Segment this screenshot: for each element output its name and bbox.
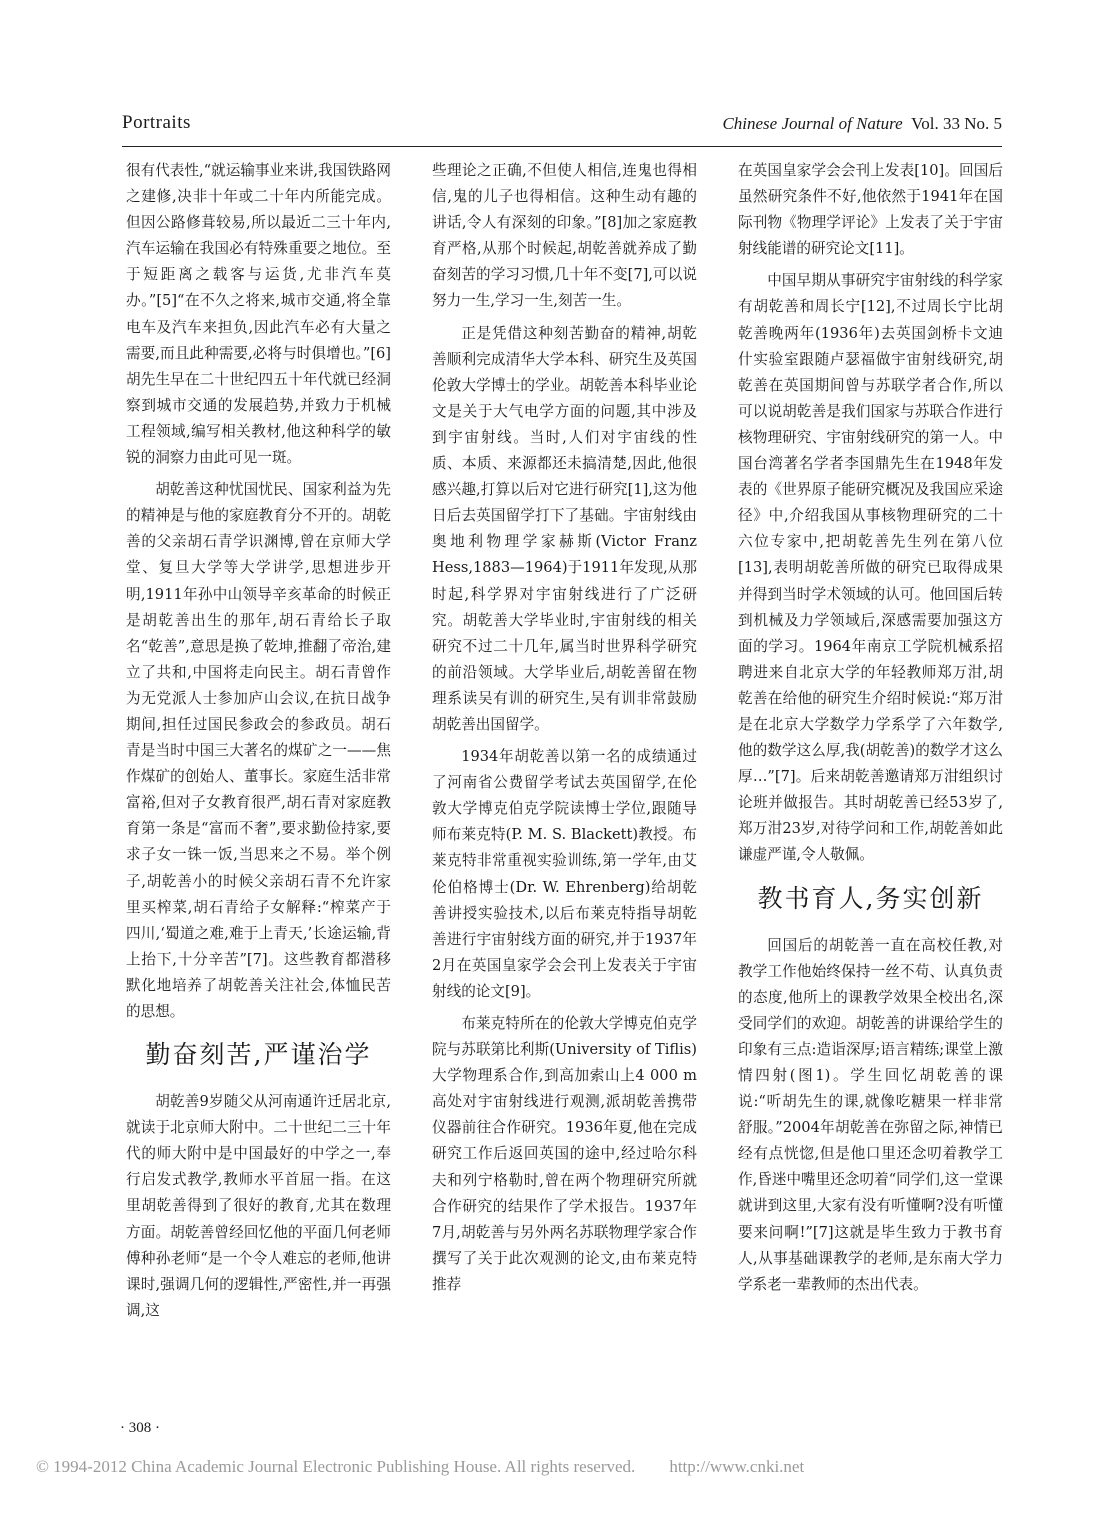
paragraph: 些理论之正确,不但使人相信,连鬼也得相信,鬼的儿子也得相信。这种生动有趣的讲话,令人有深刻的印象。”[8]加之家庭教育严格,从那个时候起,胡乾善就养成了勤奋刻苦的学习习惯,几十年不变[7],可以说努力一生,学习一生,刻苦一生。	[432, 162, 697, 310]
page-number: · 308 ·	[120, 1420, 160, 1436]
copyright-text: © 1994-2012 China Academic Journal Electronic Publishing House. All rights reserved.	[36, 1457, 636, 1476]
journal-info	[722, 114, 1002, 134]
section-label: Portraits	[122, 112, 191, 133]
paragraph: 中国早期从事研究宇宙射线的科学家有胡乾善和周长宁[12],不过周长宁比胡乾善晚两年(1936年)去英国剑桥卡文迪什实验室跟随卢瑟福做宇宙射线研究,胡乾善在英国期间曾与苏联学者合作,所以可以说胡乾善是我们国家与苏联合作进行核物理研究、宇宙射线研究的第一人。中国台湾著名学者李国鼎先生在1948年发表的《世界原子能研究概况及我国应采途径》中,介绍我国从事核物理研究的二十六位专家中,把胡乾善先生列在第八位[13],表明胡乾善所做的研究已取得成果并得到当时学术领域的认可。他回国后转到机械及力学领域后,深感需要加强这方面的学习。1964年南京工学院机械系招聘进来自北京大学的年轻教师郑万泔,胡乾善在给他的研究生介绍时候说:“郑万泔是在北京大学数学力学系学了六年数学,他的数学这么厚,我(胡乾善)的数学才这么厚…”[7]。后来胡乾善邀请郑万泔组织讨论班并做报告。其时胡乾善已经53岁了,郑万泔23岁,对待学问和工作,胡乾善如此谦虚严谨,令人敬佩。	[738, 272, 1003, 864]
paragraph: 回国后的胡乾善一直在高校任教,对教学工作他始终保持一丝不苟、认真负责的态度,他所上的课教学效果全校出名,深受同学们的欢迎。胡乾善的讲课给学生的印象有三点:造诣深厚;语言精练;课堂上激情四射(图1)。学生回忆胡乾善的课说:“听胡先生的课,就像吃糖果一样非常舒服。”2004年胡乾善在弥留之际,神情已经有点恍惚,但是他口里还念叨着教学工作,昏迷中嘴里还念叨着“同学们,这一堂课就讲到这里,大家有没有听懂啊?没有听懂要来问啊!”[7]这就是毕生致力于教书育人,从事基础课教学的老师,是东南大学力学系老一辈教师的杰出代表。	[738, 936, 1003, 1293]
paragraph: 胡乾善9岁随父从河南通许迁居北京,就读于北京师大附中。二十世纪二三十年代的师大附中是中国最好的中学之一,奉行启发式教学,教师水平首屈一指。在这里胡乾善得到了很好的教育,尤其在数理方面。胡乾善曾经回忆他的平面几何老师傅种孙老师“是一个令人难忘的老师,他讲课时,强调几何的逻辑性,严密性,并一再强调,这	[126, 1093, 391, 1319]
paragraph: 胡乾善这种忧国忧民、国家利益为先的精神是与他的家庭教育分不开的。胡乾善的父亲胡石青学识渊博,曾在京师大学堂、复旦大学等大学讲学,思想进步开明,1911年孙中山领导辛亥革命的时候正是胡乾善出生的那年,胡石青给长子取名“乾善”,意思是换了乾坤,推翻了帝治,建立了共和,中国将走向民主。胡石青曾作为无党派人士参加庐山会议,在抗日战争期间,担任过国民参政会的参政员。胡石青是当时中国三大著名的煤矿之一——焦作煤矿的创始人、董事长。家庭生活非常富裕,但对子女教育很严,胡石青对家庭教育第一条是“富而不奢”,要求勤俭持家,要求子女一铢一饭,当思来之不易。举个例子,胡乾善小的时候父亲胡石青不允许家里买榨菜,胡石青给子女解释:“榨菜产于四川,‘蜀道之难,难于上青天,’长途运输,背上抬下,十分辛苦”[7]。这些教育都潜移默化地培养了胡乾善关注社会,体恤民苦的思想。	[126, 481, 391, 1020]
volume-issue: Vol. 33 No. 5	[911, 114, 1002, 133]
text-column-1	[126, 158, 391, 1330]
source-url: http://www.cnki.net	[669, 1457, 805, 1476]
running-header	[122, 110, 1002, 147]
paragraph: 在英国皇家学会会刊上发表[10]。回国后虽然研究条件不好,他依然于1941年在国际刊物《物理学评论》上发表了关于宇宙射线能谱的研究论文[11]。	[738, 162, 1003, 258]
journal-title: Chinese Journal of Nature	[722, 114, 903, 133]
paragraph: 很有代表性,“就运输事业来讲,我国铁路网之建修,决非十年或二十年内所能完成。但因公路修葺较易,所以最近二三十年内,汽车运输在我国必有特殊重要之地位。至于短距离之载客与运货,尤非汽车莫办。”[5]“在不久之将来,城市交通,将全靠电车及汽车来担负,因此汽车必有大量之需要,而且此种需要,必将与时俱增也。”[6]胡先生早在二十世纪四五十年代就已经洞察到城市交通的发展趋势,并致力于机械工程领域,编写相关教材,他这种科学的敏锐的洞察力由此可见一斑。	[126, 162, 391, 467]
paragraph: 布莱克特所在的伦敦大学博克伯克学院与苏联第比利斯(University of Tiflis)大学物理系合作,到高加索山上4 000 m高处对宇宙射线进行观测,派胡乾善携带仪器前往合作研究。1936年夏,他在完成研究工作后返回英国的途中,经过哈尔科夫和列宁格勒时,曾在两个物理研究所就合作研究的结果作了学术报告。1937年7月,胡乾善与另外两名苏联物理学家合作撰写了关于此次观测的论文,由布莱克特推荐	[432, 1015, 697, 1293]
paragraph: 1934年胡乾善以第一名的成绩通过了河南省公费留学考试去英国留学,在伦敦大学博克伯克学院读博士学位,跟随导师布莱克特(P. M. S. Blackett)教授。布莱克特非常重视实验训练,第一学年,由艾伦伯格博士(Dr. W. Ehrenberg)给胡乾善讲授实验技术,以后布莱克特指导胡乾善进行宇宙射线方面的研究,并于1937年2月在英国皇家学会会刊上发表关于宇宙射线的论文[9]。	[432, 748, 697, 1000]
section-heading: 勤奋刻苦,严谨治学	[145, 1040, 372, 1070]
text-column-2	[432, 158, 697, 1304]
copyright-watermark	[36, 1457, 1076, 1477]
section-heading: 教书育人,务实创新	[757, 883, 984, 913]
text-column-3	[738, 158, 1003, 1304]
paragraph: 正是凭借这种刻苦勤奋的精神,胡乾善顺利完成清华大学本科、研究生及英国伦敦大学博士的学业。胡乾善本科毕业论文是关于大气电学方面的问题,其中涉及到宇宙射线。当时,人们对宇宙线的性质、本质、来源都还未搞清楚,因此,他很感兴趣,打算以后对它进行研究[1],这为他日后去英国留学打下了基础。宇宙射线由奥地利物理学家赫斯(Victor Franz Hess,1883—1964)于1911年发现,从那时起,科学界对宇宙射线进行了广泛研究。胡乾善大学毕业时,宇宙射线的相关研究不过二十几年,属当时世界科学研究的前沿领域。大学毕业后,胡乾善留在物理系读吴有训的研究生,吴有训非常鼓励胡乾善出国留学。	[432, 324, 697, 733]
